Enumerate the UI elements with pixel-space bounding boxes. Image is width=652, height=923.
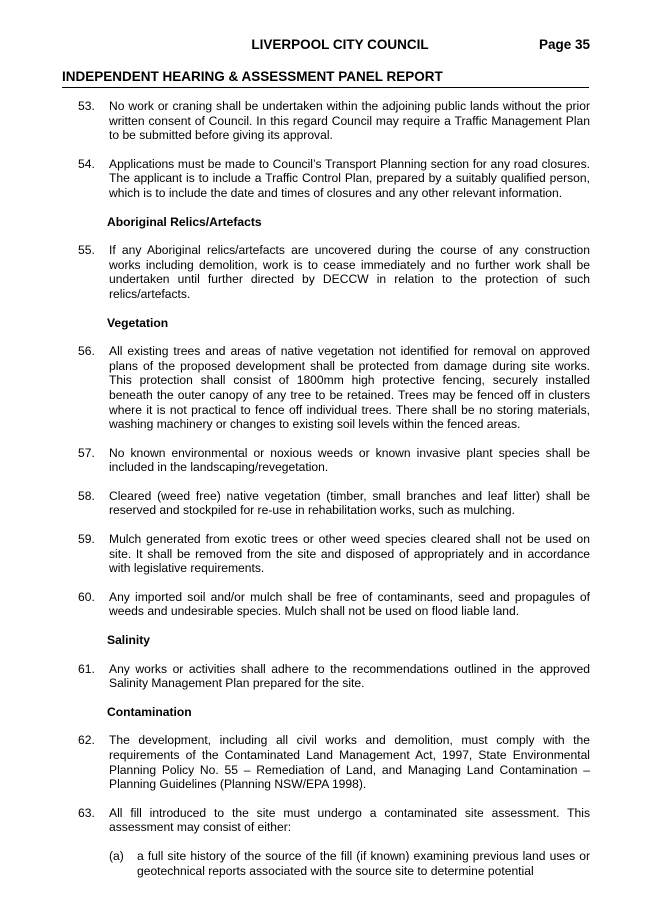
page-number: Page 35	[538, 37, 590, 52]
condition-number: 55.	[78, 243, 95, 258]
condition-58	[62, 489, 590, 518]
header-divider	[62, 87, 589, 88]
section-heading-contamination: Contamination	[107, 704, 192, 719]
condition-63	[62, 806, 590, 835]
condition-62	[62, 733, 590, 791]
condition-number: 63.	[78, 805, 95, 820]
condition-text: If any Aboriginal relics/artefacts are uncovered during the course of any construction works including demolition, work is to cease immediately and no further work shall be undertaken until further directed by DECCW in relation to the protection of such relics/artefacts.	[109, 243, 590, 301]
section-heading-aboriginal: Aboriginal Relics/Artefacts	[107, 214, 262, 229]
condition-text: The development, including all civil works and demolition, must comply with the requirements of the Contaminated Land Management Act, 1997, State Environmental Planning Policy No. 55 – Remediation of Land, and Managing Land Contamination – Planning Guidelines (Planning NSW/EPA 1998).	[109, 733, 590, 792]
condition-number: 58.	[78, 488, 95, 503]
condition-number: 59.	[78, 532, 95, 547]
condition-61	[62, 662, 590, 691]
condition-number: 53.	[78, 99, 95, 113]
condition-text: All existing trees and areas of native vegetation not identified for removal on approved plans of the proposed development shall be protected from damage during site works. This protection shall consist of 1800mm high protective fencing, securely installed beneath the outer canopy of any tree to be retained. Trees may be fenced off in clusters where it is not practical to fence off individual trees. There shall be no storing materials, washing machinery or changes to existing soil levels within the fenced areas.	[109, 344, 590, 432]
condition-59	[62, 532, 590, 576]
sub-item-text: a full site history of the source of the fill (if known) examining previous land uses or geotechnical reports associated with the source site to determine potential	[137, 848, 590, 878]
condition-text: No known environmental or noxious weeds or known invasive plant species shall be included in the landscaping/revegetation.	[109, 445, 590, 475]
condition-text: All fill introduced to the site must undergo a contaminated site assessment. This assessment may consist of either:	[109, 805, 590, 835]
report-title: INDEPENDENT HEARING & ASSESSMENT PANEL REPORT	[62, 69, 443, 84]
condition-text: Any imported soil and/or mulch shall be free of contaminants, seed and propagules of weeds and undesirable species. Mulch shall not be used on flood liable land.	[109, 589, 590, 619]
condition-text: Mulch generated from exotic trees or other weed species cleared shall not be used on site. It shall be removed from the site and disposed of appropriately and in accordance with legislative requirements.	[109, 532, 590, 576]
section-heading-vegetation: Vegetation	[107, 315, 169, 330]
condition-number: 57.	[78, 445, 95, 460]
section-heading-salinity: Salinity	[107, 633, 151, 648]
condition-text: Cleared (weed free) native vegetation (timber, small branches and leaf litter) shall be reserved and stockpiled for re-use in rehabilitation works, such as mulching.	[109, 488, 590, 518]
condition-number: 56.	[78, 344, 95, 359]
condition-57	[62, 446, 590, 475]
condition-54	[62, 157, 590, 201]
council-name: LIVERPOOL CITY COUNCIL	[251, 37, 429, 52]
conditions-list	[62, 99, 590, 878]
condition-56	[62, 344, 590, 432]
condition-number: 60.	[78, 589, 95, 604]
sub-item-label: (a)	[109, 848, 124, 863]
condition-number: 62.	[78, 733, 95, 748]
condition-63-item-a	[62, 849, 590, 878]
condition-text: No work or craning shall be undertaken within the adjoining public lands without the prior written consent of Council. In this regard Council may require a Traffic Management Plan to be submitted before giving its approval.	[109, 99, 590, 143]
condition-55	[62, 243, 590, 301]
condition-text: Applications must be made to Council’s Transport Planning section for any road closures. The applicant is to include a Traffic Control Plan, prepared by a suitably qualified person, which is to include the date and times of closures and any other relevant information.	[109, 156, 590, 200]
condition-53	[62, 99, 590, 143]
condition-text: Any works or activities shall adhere to the recommendations outlined in the approved Salinity Management Plan prepared for the site.	[109, 661, 590, 691]
condition-number: 61.	[78, 661, 95, 676]
condition-60	[62, 590, 590, 619]
condition-number: 54.	[78, 156, 95, 171]
